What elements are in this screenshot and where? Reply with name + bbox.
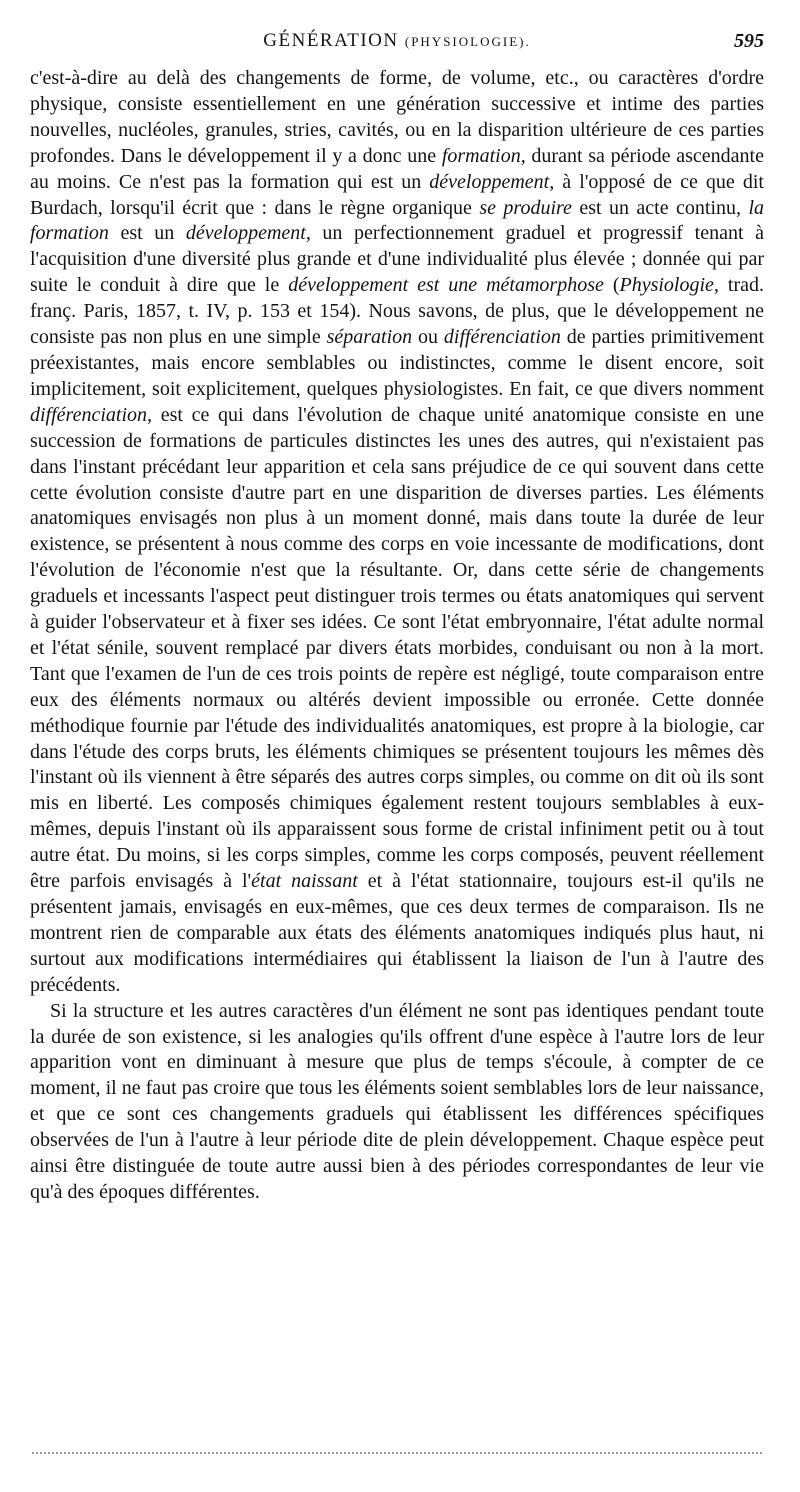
italic-phrase: développement,: [429, 170, 555, 193]
body-text: [30, 66, 764, 1206]
running-head: [30, 30, 764, 60]
running-title-sub: (PHYSIOLOGIE).: [404, 34, 531, 49]
footer-dotted-rule: [32, 1452, 762, 1454]
running-title: [30, 30, 764, 52]
italic-phrase: différenciation,: [30, 403, 153, 426]
paragraph-1: c'est-à-dire au delà des changements de forme, de volume, etc., ou caractères d'ordre physique, consiste essentiellement en une génération successive et intime des parties nouvelles, nucléoles, granules, stries, cavités, ou en la disparition ultérieure de ces parties profondes. Dans le développement il y a donc une formation, durant sa période ascendante au moins. Ce n'est pas la formation qui est un développement, à l'opposé de ce que dit Burdach, lorsqu'il écrit que : dans le règne organique se produire est un acte continu, la formation est un développement, un perfectionnement graduel et progressif tenant à l'acquisition d'une diversité plus grande et d'une individualité plus élevée ; donnée qui par suite le conduit à dire que le développement est une métamorphose (Physiologie, trad. franç. Paris, 1857, t. IV, p. 153 et 154). Nous savons, de plus, que le développement ne consiste pas non plus en une simple séparation ou différenciation de parties primitivement préexistantes, mais encore semblables ou indistinctes, comme le disent encore, soit implicitement, soit explicitement, quelques physiologistes. En fait, ce que divers nomment différenciation, est ce qui dans l'évolution de chaque unité anatomique consiste en une succession de formations de particules distinctes les unes des autres, qui n'existaient pas dans l'instant précédant leur apparition et cela sans préjudice de ce qui souvent dans cette cette évolution consiste d'autre part en une disparition de diverses parties. Les éléments anatomiques envisagés non plus à un moment donné, mais dans toute la durée de leur existence, se présentent à nous comme des corps en voie incessante de modifications, dont l'évolution de l'économie n'est que la résultante. Or, dans cette série de changements graduels et incessants l'aspect peut distinguer trois termes ou états anatomiques qui servent à guider l'observateur et à fixer ses idées. Ce sont l'état embryonnaire, l'état adulte normal et l'état sénile, souvent remplacé par divers états morbides, conduisant ou non à la mort. Tant que l'examen de l'un de ces trois points de repère est négligé, toute comparaison entre eux des éléments normaux ou altérés devient impossible ou erronée. Cette donnée méthodique fournie par l'étude des individualités anatomiques, est propre à la biologie, car dans l'étude des corps bruts, les éléments chimiques se présentent toujours les mêmes dès l'instant où ils viennent à être séparés des autres corps simples, ou comme on dit où ils sont mis en liberté. Les composés chimiques également restent toujours semblables à eux-mêmes, depuis l'instant où ils apparaissent sous forme de cristal infiniment petit ou à tout autre état. Du moins, si les corps simples, comme les corps composés, peuvent réellement être parfois envisagés à l'état naissant et à l'état stationnaire, toujours est-il qu'ils ne présentent jamais, envisagés en eux-mêmes, que ces deux termes de comparaison. Ils ne montrent rien de comparable aux états des éléments anatomiques indiqués plus haut, ni surtout aux modifications intermédiaires qui établissent la liaison de l'un à l'autre des précédents.: [30, 67, 765, 996]
italic-phrase: séparation: [326, 326, 413, 349]
italic-phrase: la formation: [30, 196, 764, 245]
running-title-main: GÉNÉRATION: [263, 30, 399, 51]
italic-phrase: développement,: [185, 222, 311, 245]
italic-phrase: développement est une métamorphose: [288, 274, 604, 297]
italic-phrase: Physiologie,: [619, 274, 719, 297]
italic-phrase: état naissant: [251, 870, 358, 893]
italic-phrase: différenciation: [443, 326, 561, 349]
italic-phrase: formation,: [441, 144, 526, 167]
paragraph-2: Si la structure et les autres caractères d'un élément ne sont pas identiques pendant toute la durée de son existence, si les analogies qu'ils offrent d'une espèce à l'autre lors de leur apparition vont en diminuant à mesure que plus de temps s'écoule, à compter de ce moment, il ne faut pas croire que tous les éléments soient semblables lors de leur naissance, et que ce sont ces changements graduels qui établissent les différences spécifiques observées de l'un à l'autre à leur période dite de plein développement. Chaque espèce peut ainsi être distinguée de toute autre aussi bien à des périodes correspondantes de leur vie qu'à des époques différentes.: [30, 999, 764, 1203]
page-number: 595: [734, 30, 764, 52]
italic-phrase: se produire: [479, 196, 572, 219]
